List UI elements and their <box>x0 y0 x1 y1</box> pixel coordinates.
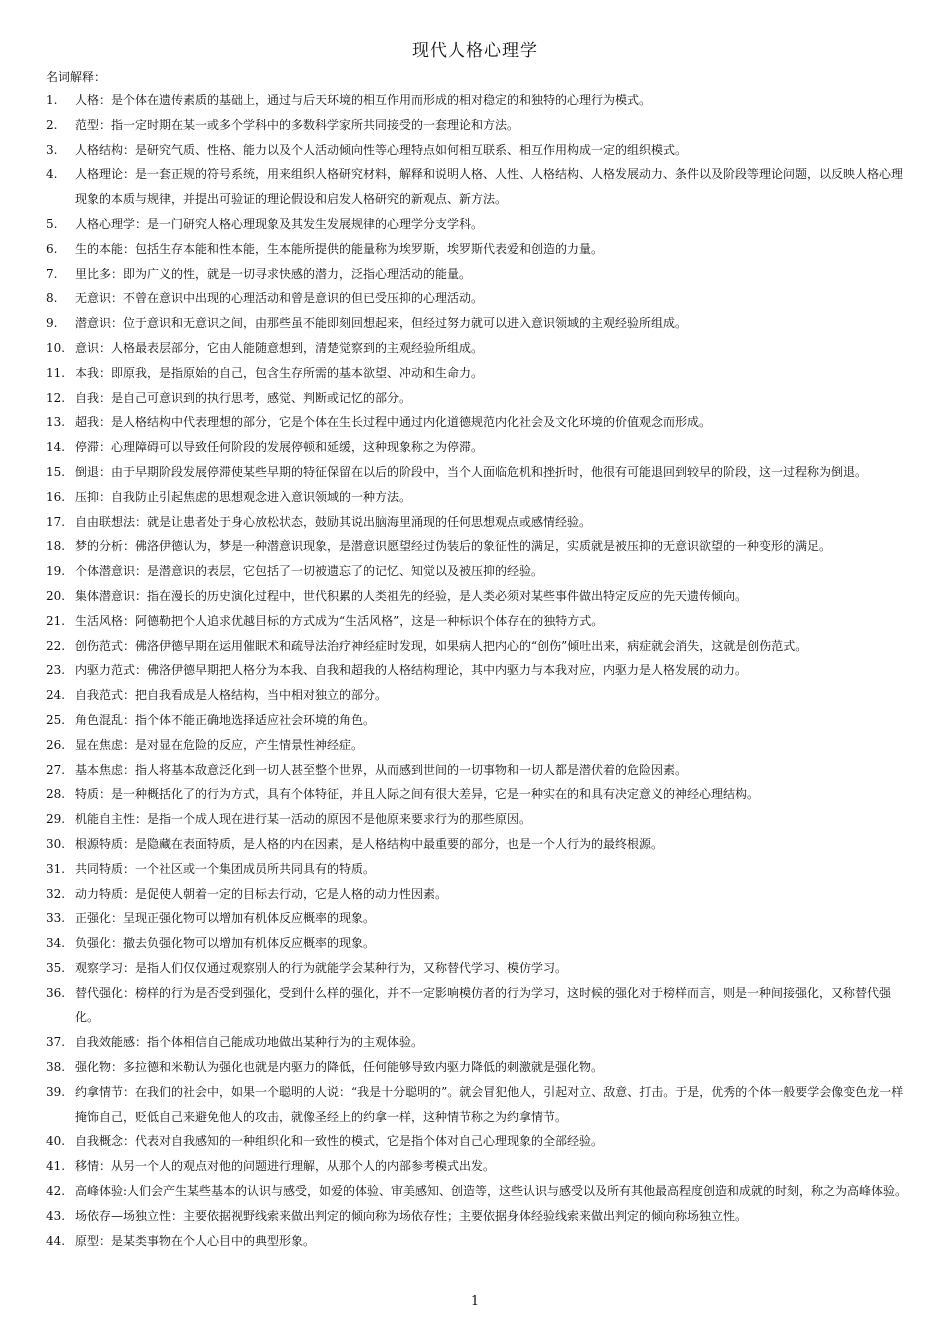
item-number: 23. <box>46 663 66 678</box>
item-number: 37. <box>46 1035 66 1050</box>
term-list <box>0 88 950 1253</box>
list-item <box>0 658 950 683</box>
item-text: 人格结构：是研究气质、性格、能力以及个人活动倾向性等心理特点如何相互联系、相互作用构成一定的组织模式。 <box>75 142 688 157</box>
item-number: 1. <box>46 93 58 107</box>
list-item <box>0 1129 950 1154</box>
list-item <box>0 758 950 783</box>
section-label: 名词解释： <box>46 70 107 84</box>
item-number: 19. <box>46 564 66 579</box>
item-text: 移情：从另一个人的观点对他的问题进行理解，从那个人的内部参考模式出发。 <box>75 1159 496 1174</box>
item-text: 特质：是一种概括化了的行为方式，具有个体特征，并且人际之间有很大差异，它是一种实在的和具有决定意义的神经心理结构。 <box>75 787 760 802</box>
item-number: 24. <box>46 688 66 703</box>
list-item <box>0 138 950 163</box>
item-text: 自我效能感：指个体相信自己能成功地做出某种行为的主观体验。 <box>75 1035 424 1050</box>
item-number: 6. <box>46 241 58 256</box>
item-number: 12. <box>46 390 66 405</box>
list-item <box>0 113 950 138</box>
item-text: 创伤范式：佛洛伊德早期在运用催眠术和疏导法治疗神经症时发现，如果病人把内心的“创伤”倾吐出来，病症就会消失，这就是创伤范式。 <box>75 638 808 653</box>
item-number: 16. <box>46 489 66 504</box>
item-number: 33. <box>46 911 66 926</box>
item-number: 43. <box>46 1208 66 1223</box>
item-text: 生活风格：阿德勒把个人追求优越目标的方式成为“生活风格”，这是一种标识个体存在的独特方式。 <box>75 613 604 628</box>
list-item <box>0 906 950 931</box>
item-number: 14. <box>46 440 66 455</box>
list-item <box>0 584 950 609</box>
list-item <box>0 162 950 212</box>
item-text: 共同特质：一个社区或一个集团成员所共同具有的特质。 <box>75 861 376 876</box>
item-text: 自我范式：把自我看成是人格结构，当中相对独立的部分。 <box>75 688 388 703</box>
item-text: 动力特质：是促使人朝着一定的目标去行动，它是人格的动力性因素。 <box>75 886 448 901</box>
item-number: 42. <box>46 1184 66 1199</box>
item-text: 意识：人格最表层部分，它由人能随意想到，清楚觉察到的主观经验所组成。 <box>75 340 484 355</box>
item-number: 21. <box>46 613 66 628</box>
list-item <box>0 1154 950 1179</box>
list-item <box>0 634 950 659</box>
list-item <box>0 311 950 336</box>
item-number: 15. <box>46 464 66 479</box>
item-number: 44. <box>46 1233 66 1248</box>
item-text: 里比多：即为广义的性，就是一切寻求快感的潜力，泛指心理活动的能量。 <box>75 266 472 281</box>
item-text: 集体潜意识：指在漫长的历史演化过程中，世代积累的人类祖先的经验，是人类必须对某些事件做出特定反应的先天遗传倾向。 <box>75 588 748 603</box>
item-number: 40. <box>46 1134 66 1149</box>
item-number: 39. <box>46 1084 66 1099</box>
item-text: 本我：即原我，是指原始的自己，包含生存所需的基本欲望、冲动和生命力。 <box>75 365 484 380</box>
item-number: 35. <box>46 960 66 975</box>
list-item <box>0 609 950 634</box>
list-item <box>0 708 950 733</box>
item-text: 高峰体验:人们会产生某些基本的认识与感受，如爱的体验、审美感知、创造等，这些认识与感受以及所有其他最高程度创造和成就的时刻，称之为高峰体验。 <box>75 1184 908 1199</box>
list-item <box>0 1179 950 1204</box>
item-text: 超我：是人格结构中代表理想的部分，它是个体在生长过程中通过内化道德规范内化社会及文化环境的价值观念而形成。 <box>75 415 712 430</box>
item-number: 22. <box>46 638 66 653</box>
list-item <box>0 460 950 485</box>
item-text: 倒退：由于早期阶段发展停滞使某些早期的特征保留在以后的阶段中，当个人面临危机和挫折时，他很有可能退回到较早的阶段，这一过程称为倒退。 <box>75 464 868 479</box>
list-item <box>0 212 950 237</box>
list-item <box>0 1080 950 1130</box>
list-item <box>0 807 950 832</box>
item-text: 约拿情节：在我们的社会中，如果一个聪明的人说：“我是十分聪明的”。就会冒犯他人，引起对立、敌意、打击。于是，优秀的个体一般要学会像变色龙一样掩饰自己，贬低自己来避免他人的攻击，就像圣经上的约拿一样，这种情节称之为约拿情节。 <box>75 1084 904 1124</box>
page-title: 现代人格心理学 <box>412 41 538 61</box>
item-text: 机能自主性：是指一个成人现在进行某一活动的原因不是他原来要求行为的那些原因。 <box>75 812 532 827</box>
item-number: 13. <box>46 415 66 430</box>
item-text: 停滞：心理障碍可以导致任何阶段的发展停顿和延缓，这种现象称之为停滞。 <box>75 440 484 455</box>
list-item <box>0 857 950 882</box>
item-number: 9. <box>46 316 58 331</box>
item-number: 25. <box>46 712 66 727</box>
item-number: 38. <box>46 1060 66 1075</box>
item-number: 10. <box>46 340 66 355</box>
list-item <box>0 882 950 907</box>
list-item <box>0 559 950 584</box>
item-number: 31. <box>46 861 66 876</box>
list-item <box>0 88 950 113</box>
item-number: 17. <box>46 514 66 529</box>
item-text: 根源特质：是隐藏在表面特质，是人格的内在因素，是人格结构中最重要的部分，也是一个人行为的最终根源。 <box>75 836 664 851</box>
list-item <box>0 336 950 361</box>
item-text: 潜意识：位于意识和无意识之间，由那些虽不能即刻回想起来，但经过努力就可以进入意识领域的主观经验所组成。 <box>75 316 688 331</box>
item-text: 自我：是自己可意识到的执行思考，感觉、判断或记忆的部分。 <box>75 390 412 405</box>
item-text: 强化物：多拉德和米勒认为强化也就是内驱力的降低，任何能够导致内驱力降低的刺激就是强化物。 <box>75 1060 604 1075</box>
item-text: 内驱力范式：佛洛伊德早期把人格分为本我、自我和超我的人格结构理论，其中内驱力与本我对应，内驱力是人格发展的动力。 <box>75 663 748 678</box>
page-number: 1 <box>470 1294 480 1309</box>
item-text: 观察学习：是指人们仅仅通过观察别人的行为就能学会某种行为，又称替代学习、模仿学习。 <box>75 960 568 975</box>
item-text: 人格心理学：是一门研究人格心理现象及其发生发展规律的心理学分支学科。 <box>75 216 484 231</box>
list-item <box>0 286 950 311</box>
list-item <box>0 1204 950 1229</box>
list-item <box>0 832 950 857</box>
item-text: 负强化：撤去负强化物可以增加有机体反应概率的现象。 <box>75 936 376 951</box>
item-number: 11. <box>46 365 66 380</box>
item-number: 5. <box>46 216 58 231</box>
list-item <box>0 262 950 287</box>
item-text: 无意识：不曾在意识中出现的心理活动和曾是意识的但已受压抑的心理活动。 <box>75 291 484 306</box>
item-number: 20. <box>46 588 66 603</box>
item-number: 30. <box>46 836 66 851</box>
list-item <box>0 534 950 559</box>
list-item <box>0 485 950 510</box>
item-text: 基本焦虑：指人将基本敌意泛化到一切人甚至整个世界，从而感到世间的一切事物和一切人都是潜伏着的危险因素。 <box>75 762 688 777</box>
item-number: 41. <box>46 1159 66 1174</box>
item-text: 生的本能：包括生存本能和性本能，生本能所提供的能量称为埃罗斯，埃罗斯代表爱和创造的力量。 <box>75 241 604 256</box>
list-item <box>0 435 950 460</box>
item-text: 正强化：呈现正强化物可以增加有机体反应概率的现象。 <box>75 911 376 926</box>
list-item <box>0 1229 950 1254</box>
list-item <box>0 1030 950 1055</box>
item-text: 角色混乱：指个体不能正确地选择适应社会环境的角色。 <box>75 712 376 727</box>
list-item <box>0 1055 950 1080</box>
list-item <box>0 956 950 981</box>
item-number: 32. <box>46 886 66 901</box>
item-text: 人格理论：是一套正规的符号系统，用来组织人格研究材料，解释和说明人格、人性、人格结构、人格发展动力、条件以及阶段等理论问题，以反映人格心理现象的本质与规律，并提出可验证的理论假设和启发人格研究的新观点、新方法。 <box>75 167 904 207</box>
item-text: 场依存—场独立性：主要依据视野线索来做出判定的倾向称为场依存性；主要依据身体经验线索来做出判定的倾向称场独立性。 <box>75 1208 748 1223</box>
item-number: 18. <box>46 539 66 554</box>
list-item <box>0 981 950 1031</box>
item-text: 压抑：自我防止引起焦虑的思想观念进入意识领域的一种方法。 <box>75 489 412 504</box>
list-item <box>0 410 950 435</box>
item-text: 替代强化：榜样的行为是否受到强化，受到什么样的强化，并不一定影响模仿者的行为学习，这时候的强化对于榜样而言，则是一种间接强化，又称替代强化。 <box>75 985 892 1025</box>
item-text: 自我概念：代表对自我感知的一种组织化和一致性的模式，它是指个体对自己心理现象的全部经验。 <box>75 1134 604 1149</box>
item-text: 人格：是个体在遗传素质的基础上，通过与后天环境的相互作用而形成的相对稳定的和独特的心理行为模式。 <box>75 93 652 107</box>
item-number: 4. <box>46 167 58 182</box>
item-number: 7. <box>46 266 58 281</box>
list-item <box>0 782 950 807</box>
item-text: 个体潜意识：是潜意识的表层，它包括了一切被遗忘了的记忆、知觉以及被压抑的经验。 <box>75 564 544 579</box>
item-text: 自由联想法：就是让患者处于身心放松状态，鼓励其说出脑海里涌现的任何思想观点或感情经验。 <box>75 514 592 529</box>
item-number: 36. <box>46 985 66 1000</box>
item-number: 27. <box>46 762 66 777</box>
item-text: 原型：是某类事物在个人心目中的典型形象。 <box>75 1233 316 1248</box>
item-text: 梦的分析：佛洛伊德认为，梦是一种潜意识现象，是潜意识愿望经过伪装后的象征性的满足，实质就是被压抑的无意识欲望的一种变形的满足。 <box>75 539 832 554</box>
item-number: 8. <box>46 291 58 306</box>
list-item <box>0 510 950 535</box>
item-number: 29. <box>46 812 66 827</box>
list-item <box>0 931 950 956</box>
item-number: 28. <box>46 787 66 802</box>
list-item <box>0 361 950 386</box>
list-item <box>0 237 950 262</box>
list-item <box>0 683 950 708</box>
item-number: 26. <box>46 737 66 752</box>
list-item <box>0 733 950 758</box>
item-text: 范型：指一定时期在某一或多个学科中的多数科学家所共同接受的一套理论和方法。 <box>75 117 520 132</box>
item-number: 2. <box>46 117 58 132</box>
item-text: 显在焦虑：是对显在危险的反应，产生情景性神经症。 <box>75 737 364 752</box>
item-number: 34. <box>46 936 66 951</box>
item-number: 3. <box>46 142 58 157</box>
list-item <box>0 386 950 411</box>
